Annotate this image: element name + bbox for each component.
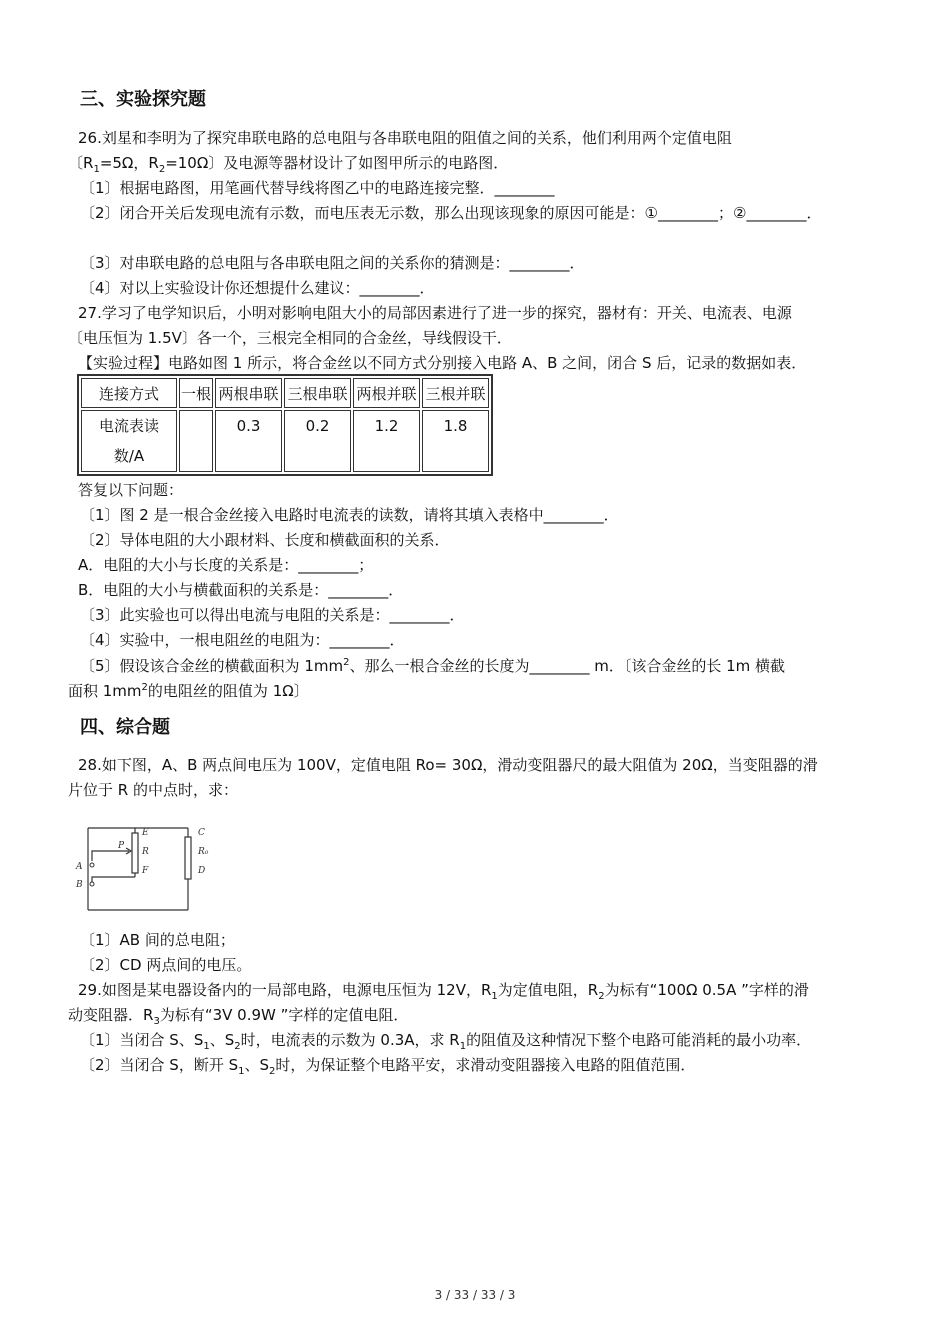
label-c: C (198, 828, 205, 838)
q27-part-2a: A．电阻的大小与长度的关系是：________； (78, 556, 374, 574)
q29-part-1: 〔1〕当闭合 S、$S_1$、$S_2$时，电流表的示数为 0.3A，求 $R_1$的阻值及这种情况下整个电路可能消耗的最小功率． (80, 1031, 812, 1052)
table-header-cell: 三根串联 (284, 378, 351, 408)
table-header-row (81, 378, 489, 408)
page-footer: 3 / 33 / 33 / 3 (434, 1288, 516, 1302)
label-d: D (198, 866, 206, 876)
table-header-cell: 两根并联 (353, 378, 420, 408)
q27-part-4: 〔4〕实验中，一根电阻丝的电阻为：________． (80, 631, 405, 649)
section-4-title: 四、综合题 (80, 717, 170, 738)
label-e: E (142, 828, 149, 838)
terminal-a (90, 863, 94, 867)
label-b: B (76, 880, 83, 890)
table-row-label: 电流表读 数/A (81, 410, 177, 472)
q26-part-3: 〔3〕对串联电路的总电阻与各串联电阻之间的关系你的猜测是：________． (80, 254, 585, 272)
q26-stem-line2: 〔$R_1=5\Omega$，$R_2=10\Omega$〕及电源等器材设计了如图甲所示的电路图． (68, 154, 509, 175)
q27-stem-line1: 27.学习了电学知识后，小明对影响电阻大小的局部因素进行了进一步的探究，器材有：开关、电流表、电源 (78, 304, 792, 322)
label-p: P (118, 841, 125, 851)
table-cell (179, 410, 213, 472)
label-a: A (76, 862, 83, 872)
q28-stem-line1: 28.如下图，A、B 两点间电压为 100V，定值电阻 Ro= 30Ω，滑动变阻器尺的最大阻值为 20Ω，当变阻器的滑 (78, 756, 818, 774)
circuit-diagram (66, 805, 226, 915)
data-table (77, 374, 493, 476)
q29-part-2: 〔2〕当闭合 S，断开 $S_1$、$S_2$时，为保证整个电路平安，求滑动变阻器接入电路的阻值范围． (80, 1056, 696, 1077)
q27-part-1: 〔1〕图 2 是一根合金丝接入电路时电流表的读数，请将其填入表格中________． (80, 506, 619, 524)
terminal-b (90, 882, 94, 886)
q27-answer-intro: 答复以下问题： (78, 481, 184, 499)
q29-stem-line1: 29.如图是某电器设备内的一局部电路，电源电压恒为 12V，$R_1$为定值电阻，$R_2$为标有“100Ω 0.5A ”字样的滑 (78, 981, 809, 1002)
q27-part-2: 〔2〕导体电阻的大小跟材料、长度和横截面积的关系． (80, 531, 450, 549)
q27-part-5: 〔5〕假设该合金丝的横截面积为 $1mm^2$、那么一根合金丝的长度为________ m．〔该合金丝的长 1m 横截 (80, 657, 786, 675)
table-cell: 1.2 (353, 410, 420, 472)
q29-stem-line2: 动变阻器．$R_3$为标有“3V 0.9W ”字样的定值电阻． (68, 1006, 409, 1027)
table-cell: 0.2 (284, 410, 351, 472)
table-header-cell: 三根并联 (422, 378, 489, 408)
table-cell: 0.3 (215, 410, 282, 472)
section-3-title: 三、实验探究题 (80, 89, 206, 110)
table-header-cell: 两根串联 (215, 378, 282, 408)
q27-stem-line2: 〔电压恒为 1.5V〕各一个，三根完全相同的合金丝，导线假设干． (68, 329, 512, 347)
table-cell: 1.8 (422, 410, 489, 472)
q27-part-5-cont: 面积 $1mm^2$的电阻丝的阻值为 1Ω〕 (68, 682, 309, 700)
label-r: R (142, 847, 149, 857)
q28-part-1: 〔1〕AB 间的总电阻； (80, 931, 235, 949)
table-header-cell: 一根 (179, 378, 213, 408)
q27-stem-line3: 【实验过程】电路如图 1 所示，将合金丝以不同方式分别接入电路 A、B 之间，闭合 S 后，记录的数据如表． (78, 354, 807, 372)
table-row (81, 410, 489, 472)
q27-part-3: 〔3〕此实验也可以得出电流与电阻的关系是：________． (80, 606, 465, 624)
q28-stem-line2: 片位于 R 的中点时，求： (68, 781, 238, 799)
q27-part-2b: B．电阻的大小与横截面积的关系是：________． (78, 581, 404, 599)
q28-part-2: 〔2〕CD 两点间的电压。 (80, 956, 252, 974)
q26-part-1: 〔1〕根据电路图，用笔画代替导线将图乙中的电路连接完整．________ (80, 179, 555, 197)
table-header-cell: 连接方式 (81, 378, 177, 408)
label-r0: R₀ (198, 847, 209, 857)
q26-part-2: 〔2〕闭合开关后发现电流有示数，而电压表无示数，那么出现该现象的原因可能是：①________；②________． (80, 204, 822, 222)
label-f: F (142, 866, 149, 876)
q26-part-4: 〔4〕对以上实验设计你还想提什么建议：________． (80, 279, 435, 297)
q26-stem-line1: 26.刘星和李明为了探究串联电路的总电阻与各串联电阻的阻值之间的关系，他们利用两个定值电阻 (78, 129, 732, 147)
